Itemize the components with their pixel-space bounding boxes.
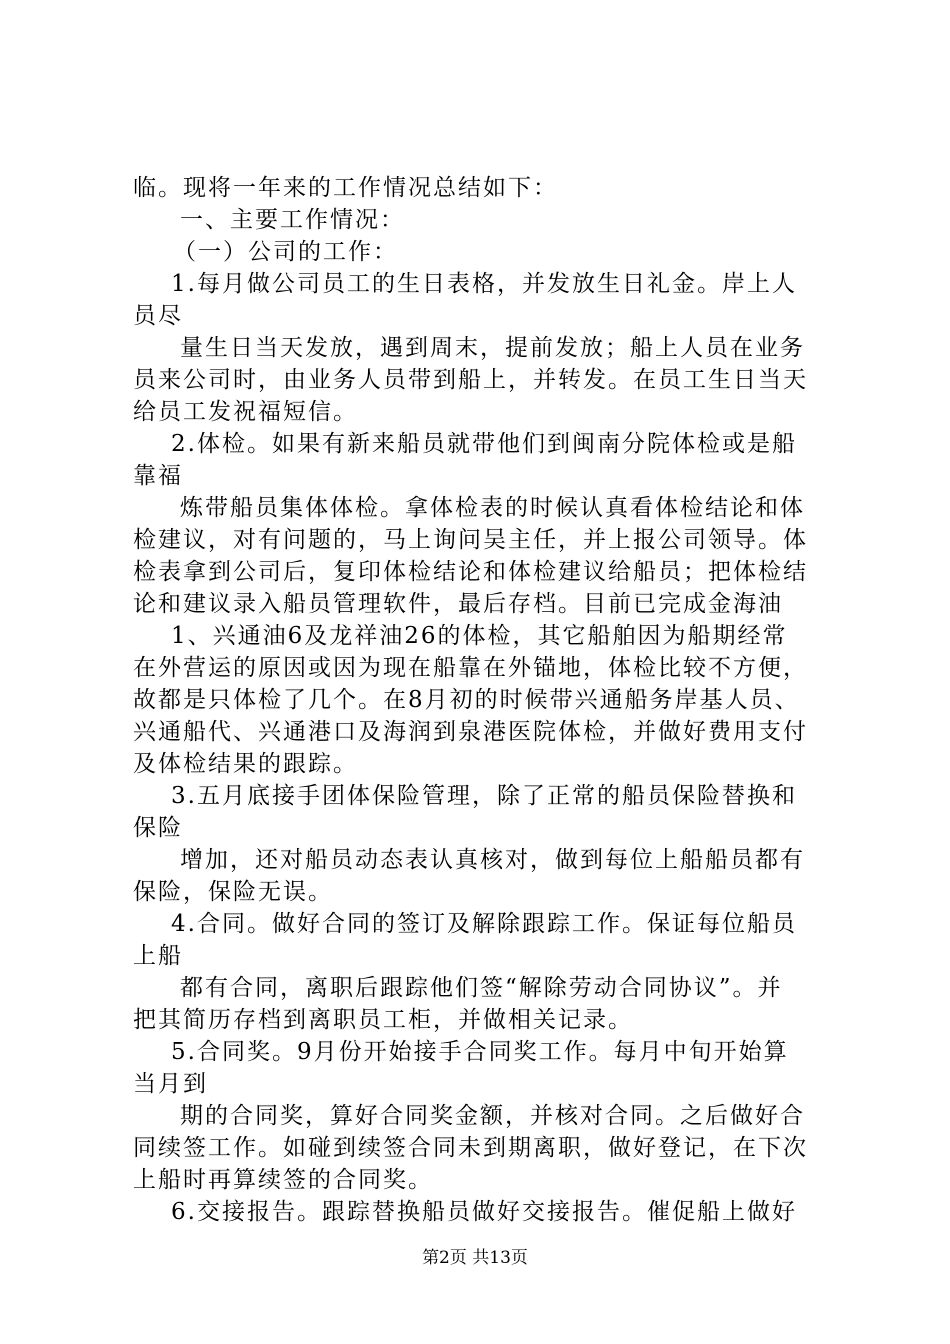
text-line: 6.交接报告。跟踪替换船员做好交接报告。催促船上做好 [171,1199,797,1225]
text-line: 炼带船员集体体检。拿体检表的时候认真看体检结论和体 [180,495,805,521]
text-line: 及体检结果的跟踪。 [133,751,358,777]
text-line: 员尽 [133,303,183,329]
text-line: （一）公司的工作： [173,239,398,265]
text-line: 检表拿到公司后，复印体检结论和体检建议给船员；把体检结 [133,559,808,585]
text-line: 量生日当天发放，遇到周末，提前发放；船上人员在业务 [180,335,805,361]
text-line: 员来公司时，由业务人员带到船上，并转发。在员工生日当天 [133,367,808,393]
text-line: 一、主要工作情况： [180,207,405,233]
text-line: 保险，保险无误。 [133,879,333,905]
text-line: 5.合同奖。9月份开始接手合同奖工作。每月中旬开始算 [171,1039,789,1065]
text-line: 检建议，对有问题的，马上询问吴主任，并上报公司领导。体 [133,527,808,553]
text-line: 1、兴通油6及龙祥油26的体检，其它船舶因为船期经常 [171,623,788,649]
text-line: 临。现将一年来的工作情况总结如下： [133,175,558,201]
text-line: 4.合同。做好合同的签订及解除跟踪工作。保证每位船员 [171,911,797,937]
text-line: 都有合同，离职后跟踪他们签“解除劳动合同协议”。并 [180,975,783,1001]
text-line: 论和建议录入船员管理软件，最后存档。目前已完成金海油 [133,591,783,617]
text-line: 增加，还对船员动态表认真核对，做到每位上船船员都有 [180,847,805,873]
text-line: 当月到 [133,1071,208,1097]
text-line: 把其简历存档到离职员工柜，并做相关记录。 [133,1007,633,1033]
text-line: 保险 [133,815,183,841]
text-line: 3.五月底接手团体保险管理，除了正常的船员保险替换和 [171,783,797,809]
text-line: 靠福 [133,463,183,489]
text-line: 上船 [133,943,183,969]
page-footer: 第2页 共13页 [422,1248,528,1268]
text-line: 兴通船代、兴通港口及海润到泉港医院体检，并做好费用支付 [133,719,808,745]
text-line: 2.体检。如果有新来船员就带他们到闽南分院体检或是船 [171,431,797,457]
text-line: 期的合同奖，算好合同奖金额，并核对合同。之后做好合 [180,1103,805,1129]
text-line: 在外营运的原因或因为现在船靠在外锚地，体检比较不方便， [133,655,808,681]
text-line: 故都是只体检了几个。在8月初的时候带兴通船务岸基人员、 [133,687,800,713]
document-body [133,172,833,1228]
text-line: 上船时再算续签的合同奖。 [133,1167,433,1193]
text-line: 给员工发祝福短信。 [133,399,358,425]
text-line: 同续签工作。如碰到续签合同未到期离职，做好登记，在下次 [133,1135,808,1161]
text-line: 1.每月做公司员工的生日表格，并发放生日礼金。岸上人 [171,271,797,297]
